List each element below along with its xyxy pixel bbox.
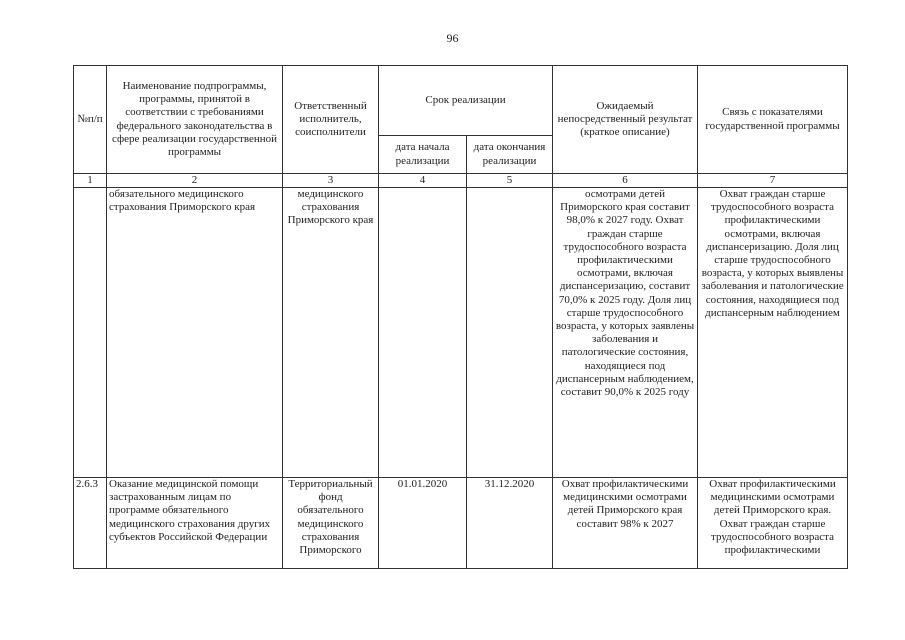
program-table — [73, 65, 848, 569]
row-end: 31.12.2020 — [467, 478, 553, 569]
row-executor: медицинского страхования Приморского края — [283, 188, 379, 478]
header-term: Срок реализации — [379, 66, 553, 136]
header-executor: Ответственный исполнитель, соисполнители — [283, 66, 379, 174]
index-cell: 4 — [379, 174, 467, 188]
row-name: Оказание медицинской помощи застрахованным лицам по программе обязательного медицинского страхования других субъектов Российской Федерации — [107, 478, 283, 569]
header-start: дата начала реализации — [379, 136, 467, 174]
row-start — [379, 188, 467, 478]
header-name: Наименование подпрограммы, программы, принятой в соответствии с требованиями федерального законодательства в сфере реализации государственной программы — [107, 66, 283, 174]
index-cell: 6 — [553, 174, 698, 188]
row-num — [74, 188, 107, 478]
row-end — [467, 188, 553, 478]
row-name: обязательного медицинского страхования Приморского края — [107, 188, 283, 478]
page-number: 96 — [446, 31, 459, 45]
header-end: дата окончания реализации — [467, 136, 553, 174]
header-num: №п/п — [74, 66, 107, 174]
row-num: 2.6.3 — [74, 478, 107, 569]
table-row — [74, 188, 848, 478]
table-row — [74, 478, 848, 569]
index-cell: 7 — [698, 174, 848, 188]
row-executor: Территориальный фонд обязательного медицинского страхования Приморского — [283, 478, 379, 569]
header-result: Ожидаемый непосредственный результат (краткое описание) — [553, 66, 698, 174]
index-cell: 2 — [107, 174, 283, 188]
index-cell: 3 — [283, 174, 379, 188]
row-link: Охват граждан старше трудоспособного возраста профилактическими осмотрами, включая диспансеризацию. Доля лиц старше трудоспособного возраста, у которых выявлены заболевания и патологические состояния, находящиеся под диспансерным наблюдением — [698, 188, 848, 478]
row-link: Охват профилактическими медицинскими осмотрами детей Приморского края. Охват граждан старше трудоспособного возраста профилактическими — [698, 478, 848, 569]
row-start: 01.01.2020 — [379, 478, 467, 569]
row-result: Охват профилактическими медицинскими осмотрами детей Приморского края составит 98% к 2027 — [553, 478, 698, 569]
index-cell: 5 — [467, 174, 553, 188]
index-cell: 1 — [74, 174, 107, 188]
header-link: Связь с показателями государственной программы — [698, 66, 848, 174]
row-result: осмотрами детей Приморского края составит 98,0% к 2027 году. Охват граждан старше трудоспособного возраста профилактическими осмотрами, включая диспансеризацию, составит 70,0% к 2025 году. Доля лиц старше трудоспособного возраста, у которых заявлены заболевания и патологические состояния, находящиеся под диспансерным наблюдением, составит 90,0% к 2025 году — [553, 188, 698, 478]
